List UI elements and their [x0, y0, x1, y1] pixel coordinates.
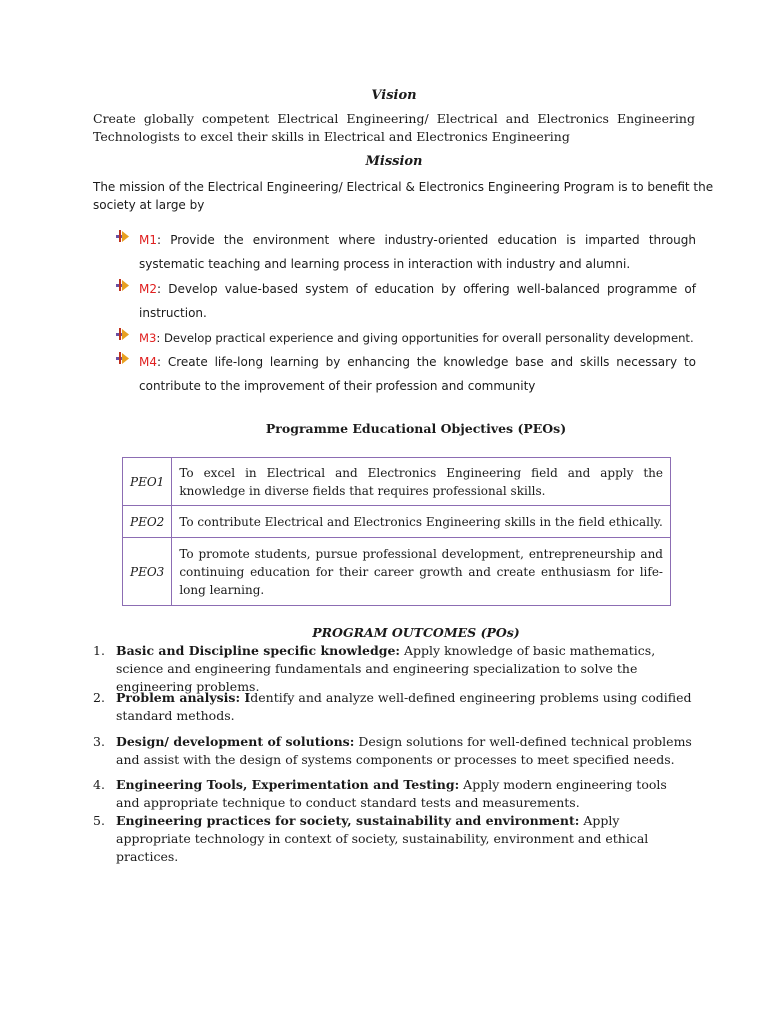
peo-code: PEO3 [123, 538, 172, 606]
po-list [93, 642, 696, 864]
mission-item-desc: : Develop value-based system of education by offering well-balanced programme of instruction. [139, 282, 696, 320]
po-title: Basic and Discipline specific knowledge: [116, 643, 401, 658]
po-text [116, 812, 694, 866]
vision-line-1: Create globally competent Electrical Engineering/ Electrical and Electronics Engineering [93, 111, 695, 126]
peo-text: To promote students, pursue professional development, entrepreneurship and continuing education for their career growth and create enthusiasm for life-long learning. [172, 538, 671, 606]
po-text [116, 776, 694, 812]
po-title: Engineering Tools, Experimentation and Testing: [116, 777, 460, 792]
mission-tag: M3 [139, 331, 157, 345]
arrow-bullet-icon [116, 328, 130, 340]
mission-item-desc: : Provide the environment where industry-oriented education is imparted through systematic teaching and learning process in interaction with industry and alumni. [139, 233, 696, 271]
peo-table [122, 457, 671, 606]
mission-item-text [139, 350, 696, 398]
mission-item-desc: : Develop practical experience and giving opportunities for overall personality development. [156, 331, 694, 345]
po-number: 1. [93, 643, 105, 658]
po-desc: dentify and analyze well-defined engineering problems using codified standard methods. [116, 690, 692, 723]
mission-tag: M1 [139, 233, 157, 247]
po-heading: PROGRAM OUTCOMES (POs) [312, 625, 520, 640]
list-item [93, 689, 696, 725]
peo-code: PEO2 [123, 506, 172, 538]
vision-heading: Vision [371, 88, 417, 103]
table-row [123, 538, 671, 606]
mission-item-text [139, 277, 696, 325]
po-title: Engineering practices for society, sustainability and environment: [116, 813, 580, 828]
arrow-bullet-icon [116, 230, 130, 242]
peo-text: To excel in Electrical and Electronics Engineering field and apply the knowledge in diverse fields that requires professional skills. [172, 458, 671, 506]
po-desc: Apply modern engineering tools and appropriate technique to conduct standard tests and measurements. [116, 777, 667, 810]
po-text [116, 733, 694, 769]
arrow-bullet-icon [116, 279, 130, 291]
po-desc: Design solutions for well-defined technical problems and assist with the design of systems components or processes to meet specified needs. [116, 734, 692, 767]
po-title: Design/ development of solutions: [116, 734, 355, 749]
peo-code: PEO1 [123, 458, 172, 506]
peo-heading: Programme Educational Objectives (PEOs) [265, 421, 567, 436]
mission-intro-line-2: society at large by [93, 198, 205, 212]
list-item [93, 642, 696, 694]
mission-intro-line-1: The mission of the Electrical Engineering/ Electrical & Electronics Engineering Program is to benefit the [93, 180, 714, 194]
po-text [116, 689, 694, 725]
po-number: 3. [93, 734, 105, 749]
table-row [123, 506, 671, 538]
list-item [93, 776, 696, 812]
po-number: 4. [93, 777, 105, 792]
table-row [123, 458, 671, 506]
po-text [116, 642, 694, 696]
mission-item [116, 228, 696, 276]
po-title: Problem analysis: I [116, 690, 251, 705]
po-number: 5. [93, 813, 105, 828]
list-item [93, 812, 696, 864]
list-item [93, 733, 696, 769]
mission-item [116, 326, 696, 350]
mission-item [116, 277, 696, 325]
mission-item [116, 350, 696, 398]
peo-text: To contribute Electrical and Electronics Engineering skills in the field ethically. [172, 506, 671, 538]
mission-item-text [139, 326, 696, 350]
mission-heading: Mission [365, 154, 423, 169]
arrow-bullet-icon [116, 352, 130, 364]
mission-item-text [139, 228, 696, 276]
po-number: 2. [93, 690, 105, 705]
mission-tag: M2 [139, 282, 157, 296]
mission-item-desc: : Create life-long learning by enhancing the knowledge base and skills necessary to contribute to the improvement of their profession and community [139, 355, 696, 393]
po-desc: Apply appropriate technology in context of society, sustainability, environment and ethical practices. [116, 813, 649, 864]
mission-tag: M4 [139, 355, 157, 369]
vision-line-2: Technologists to excel their skills in Electrical and Electronics Engineering [93, 129, 570, 144]
po-desc: Apply knowledge of basic mathematics, science and engineering fundamentals and engineering specialization to solve the engineering problems. [116, 643, 656, 694]
